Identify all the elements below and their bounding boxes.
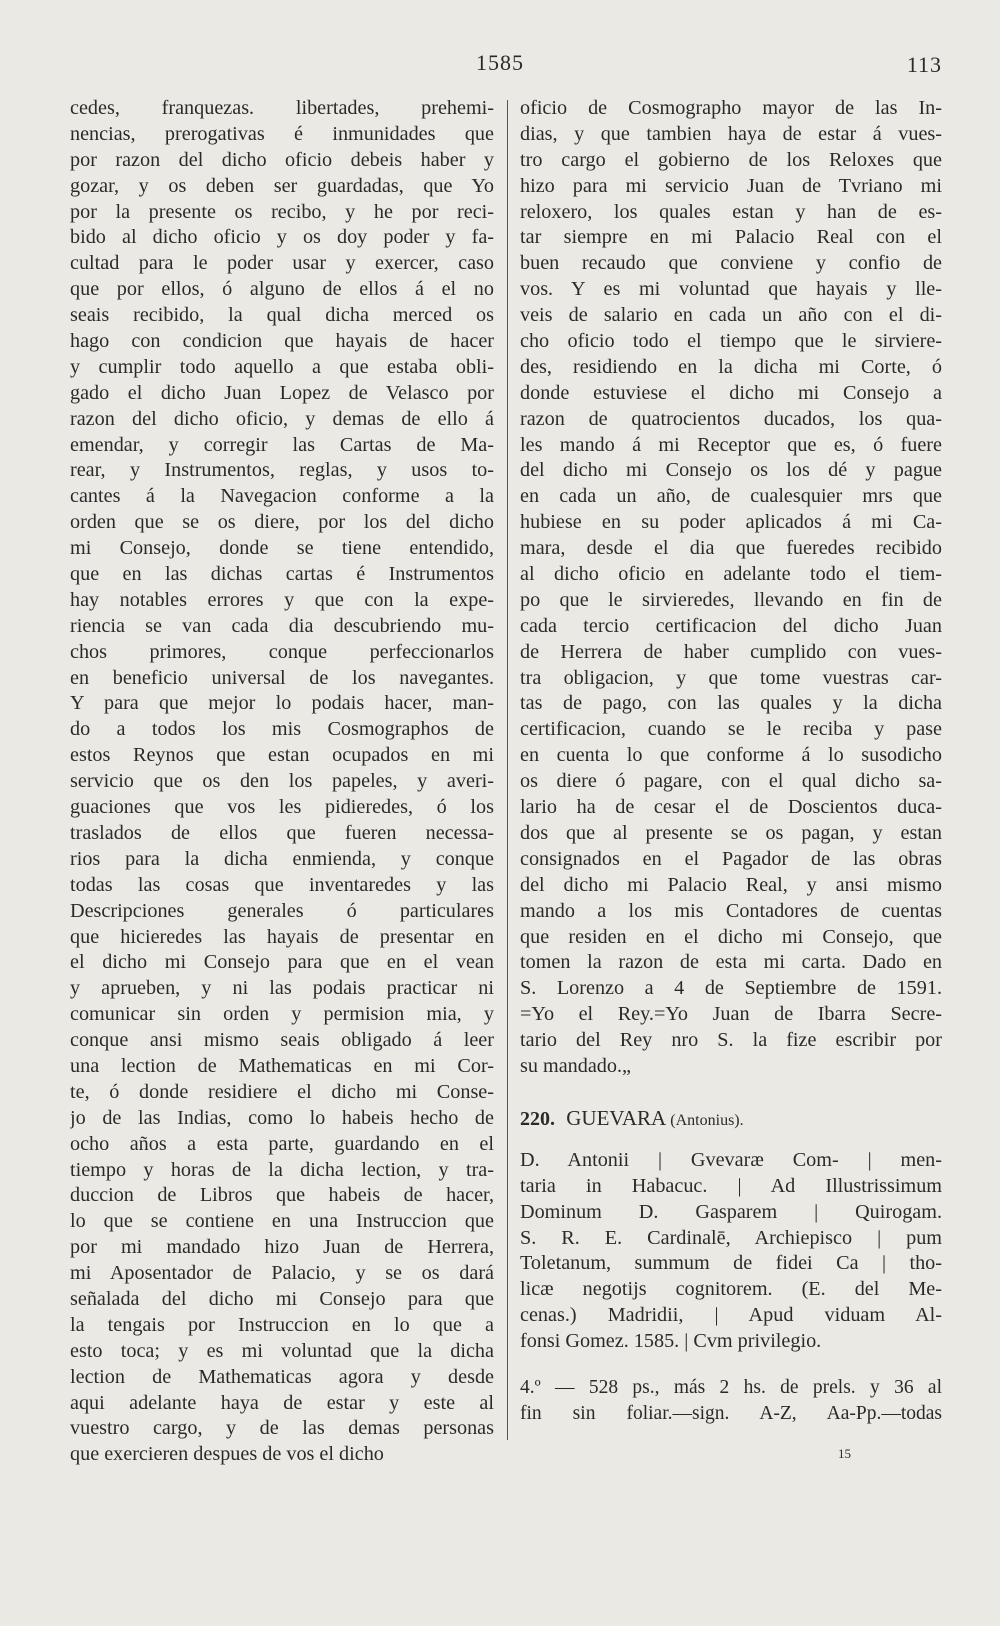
- text-line: oficio de Cosmographo mayor de las In-: [520, 97, 942, 119]
- text-line: hay notables errores y que con la expe-: [70, 588, 494, 611]
- text-line: que exercieren despues de vos el dicho: [70, 1443, 384, 1466]
- text-line: rear, y Instrumentos, reglas, y usos to-: [70, 459, 494, 482]
- text-line: orden que se os diere, por los del dicho: [70, 511, 494, 534]
- text-line: lario ha de cesar el de Doscientos duca-: [520, 796, 942, 819]
- text-line: cada tercio certificacion del dicho Juan: [520, 614, 942, 637]
- text-line: por mi mandado hizo Juan de Herrera,: [70, 1236, 494, 1259]
- text-line: dias, y que tambien haya de estar á vues-: [520, 122, 942, 145]
- text-line: tas de pago, con las quales y la dicha: [520, 692, 942, 715]
- text-line: servicio que os den los papeles, y averi-: [70, 770, 494, 793]
- signature-mark: 15: [838, 1446, 851, 1461]
- text-line: duccion de Libros que habeis de hacer,: [70, 1184, 494, 1207]
- text-line: el dicho mi Consejo para que en el vean: [70, 951, 494, 974]
- text-line: hubiese en su poder aplicados á mi Ca-: [520, 511, 942, 534]
- text-line: la tengais por Instruccion en lo que a: [70, 1313, 494, 1336]
- text-line: donde estuviese el dicho mi Consejo a: [520, 381, 942, 404]
- text-line: estos Reynos que estan ocupados en mi: [70, 744, 494, 767]
- text-line: fin sin foliar.—sign. A-Z, Aa-Pp.—todas: [520, 1402, 942, 1424]
- entry-name: GUEVARA: [566, 1105, 666, 1130]
- text-line: mi Consejo, donde se tiene entendido,: [70, 537, 494, 560]
- text-line: seais recibido, la qual dicha merced os: [70, 304, 494, 327]
- text-line: esto toca; y es mi voluntad que la dicha: [70, 1339, 494, 1362]
- text-line: tario del Rey nro S. la fize escribir por: [520, 1029, 942, 1052]
- right-text-column: [520, 96, 942, 1427]
- text-line: lection de Mathematicas agora y desde: [70, 1365, 494, 1388]
- text-line: que hicieredes las hayais de presentar en: [70, 925, 494, 948]
- text-line: bido al dicho oficio y os doy poder y fa-: [70, 226, 494, 249]
- text-line: todas las cosas que inventaredes y las: [70, 873, 494, 896]
- text-line: en cada un año, de cualesquier mrs que: [520, 485, 942, 508]
- text-line: licæ negotijs cognitorem. (E. del Me-: [520, 1278, 942, 1301]
- text-line: vuestro cargo, y de las demas personas: [70, 1417, 494, 1440]
- text-line: por la presente os recibo, y he por reci-: [70, 200, 494, 223]
- entry-title-block: [520, 1148, 942, 1355]
- entry-number: 220.: [520, 1107, 555, 1130]
- text-line: mi Aposentador de Palacio, y se os dará: [70, 1262, 494, 1285]
- page-number: 113: [906, 52, 942, 77]
- text-line: S. R. E. Cardinalē, Archiepisco | pum: [520, 1226, 942, 1249]
- text-line: tomen la razon de esta mi carta. Dado en: [520, 951, 942, 974]
- text-line: traslados de ellos que fueren necessa-: [70, 821, 494, 844]
- text-line: tra obligacion, y que tome vuestras car-: [520, 666, 942, 689]
- text-line: cantes á la Navegacion conforme a la: [70, 485, 494, 508]
- text-line: su mandado.„: [520, 1054, 632, 1077]
- text-line: fonsi Gomez. 1585. | Cvm privilegio.: [520, 1330, 822, 1353]
- right-column-body: [520, 96, 942, 1080]
- entry-name-latin: (Antonius).: [670, 1111, 744, 1129]
- text-line: hizo para mi servicio Juan de Tvriano mi: [520, 174, 942, 197]
- text-line: chos primores, conque perfeccionarlos: [70, 640, 494, 663]
- text-line: consignados en el Pagador de las obras: [520, 847, 942, 870]
- text-line: os diere ó pagare, con el qual dicho sa-: [520, 770, 942, 793]
- text-line: rios para la dicha enmienda, y conque: [70, 847, 494, 870]
- text-line: al dicho oficio en adelante todo el tiem-: [520, 563, 942, 586]
- text-line: gozar, y os deben ser guardadas, que Yo: [70, 174, 494, 197]
- text-line: D. Antonii | Gvevaræ Com- | men-: [520, 1148, 942, 1171]
- text-line: nencias, prerogativas é inmunidades que: [70, 122, 494, 145]
- entry-heading: [520, 1098, 942, 1138]
- text-line: cedes, franquezas. libertades, prehemi-: [70, 97, 494, 119]
- text-line: en beneficio universal de los navegantes.: [70, 666, 494, 689]
- text-line: Y para que mejor lo podais hacer, man-: [70, 692, 494, 715]
- text-line: ocho años a esta parte, guardando en el: [70, 1132, 494, 1155]
- text-line: veis de salario en cada un año con el di-: [520, 304, 942, 327]
- text-line: jo de las Indias, como lo habeis hecho de: [70, 1106, 494, 1129]
- text-line: una lection de Mathematicas en mi Cor-: [70, 1054, 494, 1077]
- text-line: conque ansi mismo seais obligado á leer: [70, 1029, 494, 1052]
- text-line: lo que se contiene en una Instruccion que: [70, 1210, 494, 1233]
- text-line: guaciones que vos les pidieredes, ó los: [70, 796, 494, 819]
- text-line: que por ellos, ó alguno de ellos á el no: [70, 278, 494, 301]
- text-line: emendar, y corregir las Cartas de Ma-: [70, 433, 494, 456]
- text-line: tro cargo el gobierno de los Reloxes que: [520, 148, 942, 171]
- text-line: que residen en el dicho mi Consejo, que: [520, 925, 942, 948]
- text-line: hago con condicion que hayais de hacer: [70, 330, 494, 353]
- text-line: po que le sirvieredes, llevando en fin de: [520, 588, 942, 611]
- text-line: 4.º — 528 ps., más 2 hs. de prels. y 36 al: [520, 1376, 942, 1398]
- text-line: Descripciones generales ó particulares: [70, 899, 494, 922]
- text-line: y aprueben, y ni las podais practicar ni: [70, 977, 494, 1000]
- running-header-year: 1585: [476, 50, 524, 75]
- text-line: mando a los mis Contadores de cuentas: [520, 899, 942, 922]
- text-line: S. Lorenzo a 4 de Septiembre de 1591.: [520, 977, 942, 1000]
- text-line: Toletanum, summum de fidei Ca | tho-: [520, 1252, 942, 1275]
- text-line: do a todos los mis Cosmographos de: [70, 718, 494, 741]
- text-line: cultad para le poder usar y exercer, caso: [70, 252, 494, 275]
- text-line: =Yo el Rey.=Yo Juan de Ibarra Secre-: [520, 1003, 942, 1026]
- text-line: tar siempre en mi Palacio Real con el: [520, 226, 942, 249]
- text-line: y cumplir todo aquello a que estaba obli-: [70, 355, 494, 378]
- text-line: razon de quatrocientos ducados, los qua-: [520, 407, 942, 430]
- text-line: de Herrera de haber cumplido con vues-: [520, 640, 942, 663]
- entry-description: [520, 1375, 942, 1427]
- text-line: señalada del dicho mi Consejo para que: [70, 1287, 494, 1310]
- text-line: gado el dicho Juan Lopez de Velasco por: [70, 381, 494, 404]
- text-line: taria in Habacuc. | Ad Illustrissimum: [520, 1174, 942, 1197]
- text-line: dos que al presente se os pagan, y estan: [520, 821, 942, 844]
- text-line: razon del dicho oficio, y demas de ello á: [70, 407, 494, 430]
- text-line: certificacion, cuando se le reciba y pase: [520, 718, 942, 741]
- text-line: vos. Y es mi voluntad que hayais y lle-: [520, 278, 942, 301]
- text-line: aqui adelante haya de estar y este al: [70, 1391, 494, 1414]
- text-line: cenas.) Madridii, | Apud viduam Al-: [520, 1304, 942, 1327]
- text-line: Dominum D. Gasparem | Quirogam.: [520, 1200, 942, 1223]
- text-line: tiempo y horas de la dicha lection, y tra-: [70, 1158, 494, 1181]
- column-divider: [507, 100, 508, 1440]
- text-line: reloxero, los quales estan y han de es-: [520, 200, 942, 223]
- text-line: les mando á mi Receptor que es, ó fuere: [520, 433, 942, 456]
- text-line: cho oficio todo el tiempo que le sirviere-: [520, 330, 942, 353]
- text-line: des, residiendo en la dicha mi Corte, ó: [520, 355, 942, 378]
- text-line: en cuenta lo que conforme á lo susodicho: [520, 744, 942, 767]
- text-line: por razon del dicho oficio debeis haber y: [70, 148, 494, 171]
- text-line: del dicho mi Consejo os los dé y pague: [520, 459, 942, 482]
- text-line: del dicho mi Palacio Real, y ansi mismo: [520, 873, 942, 896]
- spacer: [520, 1355, 942, 1375]
- text-line: comunicar sin orden y permision mia, y: [70, 1003, 494, 1026]
- text-line: mara, desde el dia que fueredes recibido: [520, 537, 942, 560]
- text-line: riencia se van cada dia descubriendo mu-: [70, 614, 494, 637]
- text-line: buen recaudo que conviene y confio de: [520, 252, 942, 275]
- text-line: te, ó donde residiere el dicho mi Conse-: [70, 1080, 494, 1103]
- text-line: que en las dichas cartas é Instrumentos: [70, 563, 494, 586]
- left-text-column: [70, 96, 494, 1468]
